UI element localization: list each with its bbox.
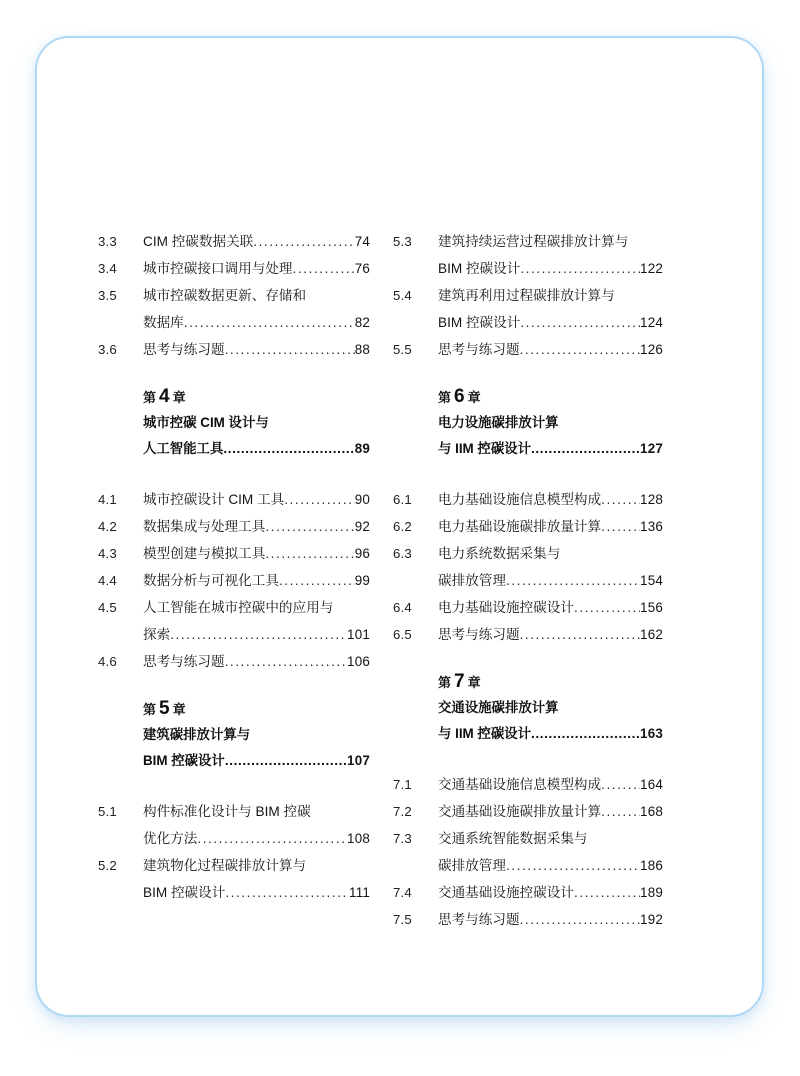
toc-entry-number: 7.2 xyxy=(393,804,412,819)
toc-entry-body xyxy=(143,567,370,594)
leader-dots xyxy=(574,879,640,906)
leader-dots xyxy=(170,621,347,648)
chapter-title-line[interactable] xyxy=(438,695,663,721)
toc-entry-number: 6.1 xyxy=(393,492,412,507)
chapter-title-text: BIM 控碳设计 xyxy=(143,753,225,768)
leader-dots xyxy=(601,798,640,825)
chapter-heading-body xyxy=(438,670,663,747)
toc-entry-title: BIM 控碳设计 xyxy=(438,315,521,330)
toc-entry[interactable] xyxy=(98,486,370,513)
toc-entry-body xyxy=(438,282,663,336)
chapter-title-line[interactable] xyxy=(438,410,663,436)
toc-entry-number: 4.3 xyxy=(98,546,117,561)
toc-entry-line[interactable] xyxy=(438,771,663,798)
toc-entry-line[interactable] xyxy=(438,336,663,363)
chapter-title-line[interactable] xyxy=(438,436,663,462)
spacer xyxy=(393,363,663,385)
toc-entry-line[interactable] xyxy=(143,879,370,906)
leader-dots xyxy=(601,486,640,513)
chapter-heading-body xyxy=(143,697,370,774)
chapter-prefix: 第 xyxy=(438,390,452,405)
toc-entry-title: 电力系统数据采集与 xyxy=(438,546,561,561)
page-number: 96 xyxy=(354,546,370,561)
toc-entry-title: 建筑持续运营过程碳排放计算与 xyxy=(438,234,629,249)
chapter-title-line[interactable] xyxy=(143,722,370,748)
leader-dots xyxy=(601,513,640,540)
toc-entry-body xyxy=(143,282,370,336)
toc-entry-line[interactable] xyxy=(143,486,370,513)
leader-dots xyxy=(225,336,355,363)
chapter-title-text: 与 IIM 控碳设计 xyxy=(438,441,531,456)
leader-dots xyxy=(506,567,640,594)
toc-entry-title: 碳排放管理 xyxy=(438,858,506,873)
chapter-heading[interactable] xyxy=(98,697,370,774)
chapter-number-label xyxy=(143,385,370,410)
chapter-title-text: 人工智能工具 xyxy=(143,441,224,456)
toc-entry-line[interactable] xyxy=(438,228,663,255)
chapter-prefix: 第 xyxy=(438,675,452,690)
page-number: 99 xyxy=(354,573,370,588)
chapter-index: 6 xyxy=(454,386,465,407)
page-number: 128 xyxy=(640,492,663,507)
toc-entry-title: 数据库 xyxy=(143,315,184,330)
toc-entry-line[interactable] xyxy=(438,567,663,594)
chapter-title-text: 交通设施碳排放计算 xyxy=(438,700,559,715)
page-number: 168 xyxy=(640,804,663,819)
leader-dots xyxy=(265,513,354,540)
page-number: 192 xyxy=(640,912,663,927)
toc-entry-number: 3.3 xyxy=(98,234,117,249)
chapter-heading-body xyxy=(143,385,370,462)
toc-entry-body xyxy=(438,228,663,282)
toc-entry-line[interactable] xyxy=(438,309,663,336)
toc-entry[interactable] xyxy=(393,540,663,594)
chapter-heading-body xyxy=(438,385,663,462)
leader-dots xyxy=(601,771,640,798)
toc-entry-number: 6.5 xyxy=(393,627,412,642)
leader-dots xyxy=(265,540,354,567)
page-number: 106 xyxy=(347,654,370,669)
toc-entry-number: 4.6 xyxy=(98,654,117,669)
toc-entry-number: 5.4 xyxy=(393,288,412,303)
page-number: 101 xyxy=(347,627,370,642)
toc-entry-title: 数据分析与可视化工具 xyxy=(143,573,279,588)
toc-entry-body xyxy=(143,486,370,513)
chapter-suffix: 章 xyxy=(172,390,186,405)
toc-entry-body xyxy=(438,825,663,879)
leader-dots xyxy=(225,748,347,774)
toc-entry-title: BIM 控碳设计 xyxy=(438,261,521,276)
toc-entry-body xyxy=(143,648,370,675)
page-number: 122 xyxy=(640,261,663,276)
chapter-title-text: 城市控碳 CIM 设计与 xyxy=(143,415,269,430)
toc-entry-line[interactable] xyxy=(143,282,370,309)
toc-entry-title: 数据集成与处理工具 xyxy=(143,519,266,534)
toc-entry-line[interactable] xyxy=(438,852,663,879)
toc-entry-line[interactable] xyxy=(438,879,663,906)
toc-entry-number: 7.5 xyxy=(393,912,412,927)
page-number: 82 xyxy=(354,315,370,330)
toc-entry-body xyxy=(438,879,663,906)
toc-entry-line[interactable] xyxy=(438,513,663,540)
toc-entry-title: 电力基础设施信息模型构成 xyxy=(438,492,602,507)
toc-entry-line[interactable] xyxy=(438,540,663,567)
leader-dots xyxy=(520,309,640,336)
toc-entry-number: 3.6 xyxy=(98,342,117,357)
page-number: 74 xyxy=(354,234,370,249)
toc-entry-body xyxy=(143,336,370,363)
toc-entry-number: 4.5 xyxy=(98,600,117,615)
toc-entry-title: 人工智能在城市控碳中的应用与 xyxy=(143,600,334,615)
toc-entry-body xyxy=(438,798,663,825)
toc-entry-title: 模型创建与模拟工具 xyxy=(143,546,266,561)
toc-entry[interactable] xyxy=(98,282,370,336)
chapter-prefix: 第 xyxy=(143,390,157,405)
chapter-number-label xyxy=(438,670,663,695)
toc-entry[interactable] xyxy=(98,336,370,363)
toc-entry-body xyxy=(438,594,663,621)
toc-entry-line[interactable] xyxy=(143,648,370,675)
toc-entry-title: 建筑物化过程碳排放计算与 xyxy=(143,858,307,873)
leader-dots xyxy=(531,721,640,747)
toc-entry-line[interactable] xyxy=(143,228,370,255)
spacer xyxy=(98,774,370,798)
leader-dots xyxy=(279,567,355,594)
page-number: 162 xyxy=(640,627,663,642)
page-number: 107 xyxy=(347,753,370,768)
toc-entry[interactable] xyxy=(393,228,663,282)
toc-entry-line[interactable] xyxy=(143,513,370,540)
spacer xyxy=(98,675,370,697)
toc-column-left xyxy=(98,228,370,906)
spacer xyxy=(98,462,370,486)
toc-entry-line[interactable] xyxy=(143,798,370,825)
toc-entry-line[interactable] xyxy=(438,825,663,852)
toc-entry-title: BIM 控碳设计 xyxy=(143,885,226,900)
toc-entry-title: 交通系统智能数据采集与 xyxy=(438,831,588,846)
chapter-index: 7 xyxy=(454,671,465,692)
page-number: 189 xyxy=(640,885,663,900)
toc-entry-line[interactable] xyxy=(438,486,663,513)
toc-entry-body xyxy=(143,513,370,540)
page-number: 76 xyxy=(354,261,370,276)
toc-entry[interactable] xyxy=(393,282,663,336)
toc-entry[interactable] xyxy=(98,852,370,906)
toc-entry-body xyxy=(438,486,663,513)
toc-entry-line[interactable] xyxy=(143,567,370,594)
toc-entry[interactable] xyxy=(393,879,663,906)
toc-entry[interactable] xyxy=(393,771,663,798)
chapter-title-line[interactable] xyxy=(143,410,370,436)
toc-entry-body xyxy=(438,336,663,363)
toc-entry-number: 5.3 xyxy=(393,234,412,249)
leader-dots xyxy=(197,825,347,852)
toc-entry[interactable] xyxy=(98,648,370,675)
chapter-index: 4 xyxy=(159,386,170,407)
page-number: 90 xyxy=(354,492,370,507)
page-number: 88 xyxy=(354,342,370,357)
leader-dots xyxy=(520,336,640,363)
leader-dots xyxy=(225,648,347,675)
toc-entry-number: 6.4 xyxy=(393,600,412,615)
toc-entry-body xyxy=(143,798,370,852)
toc-entry-body xyxy=(143,228,370,255)
spacer xyxy=(98,363,370,385)
toc-entry-line[interactable] xyxy=(143,852,370,879)
page-number: 111 xyxy=(349,885,370,900)
toc-entry-line[interactable] xyxy=(438,906,663,933)
page-number: 108 xyxy=(347,831,370,846)
toc-entry-body xyxy=(143,594,370,648)
toc-entry-number: 7.1 xyxy=(393,777,412,792)
leader-dots xyxy=(506,852,640,879)
leader-dots xyxy=(520,621,640,648)
page-number: 186 xyxy=(640,858,663,873)
toc-entry-title: 交通基础设施信息模型构成 xyxy=(438,777,602,792)
toc-entry-title: 交通基础设施控碳设计 xyxy=(438,885,574,900)
leader-dots xyxy=(293,255,355,282)
toc-entry-line[interactable] xyxy=(438,282,663,309)
toc-entry-number: 7.3 xyxy=(393,831,412,846)
leader-dots xyxy=(225,879,349,906)
toc-entry[interactable] xyxy=(98,513,370,540)
chapter-heading[interactable] xyxy=(393,670,663,747)
leader-dots xyxy=(520,906,640,933)
toc-entry-body xyxy=(438,771,663,798)
toc-entry[interactable] xyxy=(98,594,370,648)
leader-dots xyxy=(531,436,640,462)
toc-entry-title: 思考与练习题 xyxy=(143,654,225,669)
page-number: 163 xyxy=(640,726,663,741)
toc-entry[interactable] xyxy=(98,567,370,594)
chapter-suffix: 章 xyxy=(172,702,186,717)
toc-entry-line[interactable] xyxy=(438,621,663,648)
leader-dots xyxy=(574,594,640,621)
leader-dots xyxy=(223,436,354,462)
toc-entry-number: 3.4 xyxy=(98,261,117,276)
chapter-title-text: 建筑碳排放计算与 xyxy=(143,727,251,742)
toc-entry-title: 城市控碳数据更新、存储和 xyxy=(143,288,307,303)
toc-column-right xyxy=(393,228,663,933)
leader-dots xyxy=(520,255,640,282)
toc-entry-line[interactable] xyxy=(143,594,370,621)
toc-entry-number: 5.5 xyxy=(393,342,412,357)
toc-entry-body xyxy=(438,906,663,933)
toc-entry-number: 5.2 xyxy=(98,858,117,873)
leader-dots xyxy=(284,486,354,513)
toc-entry-title: 电力基础设施控碳设计 xyxy=(438,600,574,615)
toc-entry-number: 6.2 xyxy=(393,519,412,534)
toc-entry-line[interactable] xyxy=(143,621,370,648)
toc-entry[interactable] xyxy=(393,798,663,825)
chapter-title-text: 与 IIM 控碳设计 xyxy=(438,726,531,741)
toc-entry-line[interactable] xyxy=(438,798,663,825)
toc-entry[interactable] xyxy=(393,621,663,648)
spacer xyxy=(393,648,663,670)
chapter-number-label xyxy=(143,697,370,722)
toc-entry-title: 优化方法 xyxy=(143,831,198,846)
toc-entry-number: 7.4 xyxy=(393,885,412,900)
toc-entry-title: 思考与练习题 xyxy=(438,627,520,642)
toc-entry-title: CIM 控碳数据关联 xyxy=(143,234,254,249)
toc-entry[interactable] xyxy=(393,513,663,540)
chapter-heading[interactable] xyxy=(393,385,663,462)
toc-entry-line[interactable] xyxy=(143,309,370,336)
toc-entry-body xyxy=(438,621,663,648)
page-number: 164 xyxy=(640,777,663,792)
toc-entry-title: 思考与练习题 xyxy=(438,342,520,357)
page-number: 92 xyxy=(354,519,370,534)
toc-entry-body xyxy=(143,852,370,906)
chapter-title-line[interactable] xyxy=(143,436,370,462)
chapter-title-line[interactable] xyxy=(438,721,663,747)
toc-entry[interactable] xyxy=(393,486,663,513)
toc-entry-title: 建筑再利用过程碳排放计算与 xyxy=(438,288,615,303)
chapter-index: 5 xyxy=(159,698,170,719)
toc-entry[interactable] xyxy=(98,798,370,852)
toc-entry-line[interactable] xyxy=(143,540,370,567)
toc-entry-number: 4.2 xyxy=(98,519,117,534)
page-number: 89 xyxy=(354,441,370,456)
toc-entry-number: 4.4 xyxy=(98,573,117,588)
toc-entry-title: 电力基础设施碳排放量计算 xyxy=(438,519,602,534)
toc-entry[interactable] xyxy=(393,594,663,621)
toc-entry-title: 思考与练习题 xyxy=(438,912,520,927)
toc-entry-title: 碳排放管理 xyxy=(438,573,506,588)
toc-entry-number: 5.1 xyxy=(98,804,117,819)
chapter-prefix: 第 xyxy=(143,702,157,717)
page-number: 156 xyxy=(640,600,663,615)
toc-entry-number: 4.1 xyxy=(98,492,117,507)
chapter-suffix: 章 xyxy=(467,390,481,405)
toc-entry-title: 城市控碳设计 CIM 工具 xyxy=(143,492,285,507)
chapter-title-line[interactable] xyxy=(143,748,370,774)
toc-entry-body xyxy=(143,540,370,567)
toc-entry-title: 探索 xyxy=(143,627,171,642)
toc-entry-title: 交通基础设施碳排放量计算 xyxy=(438,804,602,819)
page-number: 127 xyxy=(640,441,663,456)
toc-entry-title: 城市控碳接口调用与处理 xyxy=(143,261,293,276)
toc-entry-title: 构件标准化设计与 BIM 控碳 xyxy=(143,804,311,819)
toc-entry[interactable] xyxy=(393,825,663,879)
chapter-heading[interactable] xyxy=(98,385,370,462)
toc-entry-number: 3.5 xyxy=(98,288,117,303)
toc-entry-line[interactable] xyxy=(438,594,663,621)
leader-dots xyxy=(253,228,354,255)
toc-entry-body xyxy=(438,540,663,594)
toc-entry-number: 6.3 xyxy=(393,546,412,561)
toc-entry-line[interactable] xyxy=(143,825,370,852)
spacer xyxy=(393,747,663,771)
page-number: 126 xyxy=(640,342,663,357)
toc-entry[interactable] xyxy=(98,255,370,282)
toc-entry-line[interactable] xyxy=(143,336,370,363)
toc-entry-line[interactable] xyxy=(438,255,663,282)
page-number: 136 xyxy=(640,519,663,534)
chapter-title-text: 电力设施碳排放计算 xyxy=(438,415,559,430)
toc-entry-body xyxy=(143,255,370,282)
toc-entry-body xyxy=(438,513,663,540)
toc-entry-line[interactable] xyxy=(143,255,370,282)
toc-entry[interactable] xyxy=(393,336,663,363)
toc-entry[interactable] xyxy=(98,540,370,567)
page-number: 124 xyxy=(640,315,663,330)
spacer xyxy=(393,462,663,486)
chapter-number-label xyxy=(438,385,663,410)
chapter-suffix: 章 xyxy=(467,675,481,690)
leader-dots xyxy=(184,309,355,336)
page-number: 154 xyxy=(640,573,663,588)
toc-entry[interactable] xyxy=(98,228,370,255)
toc-entry[interactable] xyxy=(393,906,663,933)
toc-entry-title: 思考与练习题 xyxy=(143,342,225,357)
